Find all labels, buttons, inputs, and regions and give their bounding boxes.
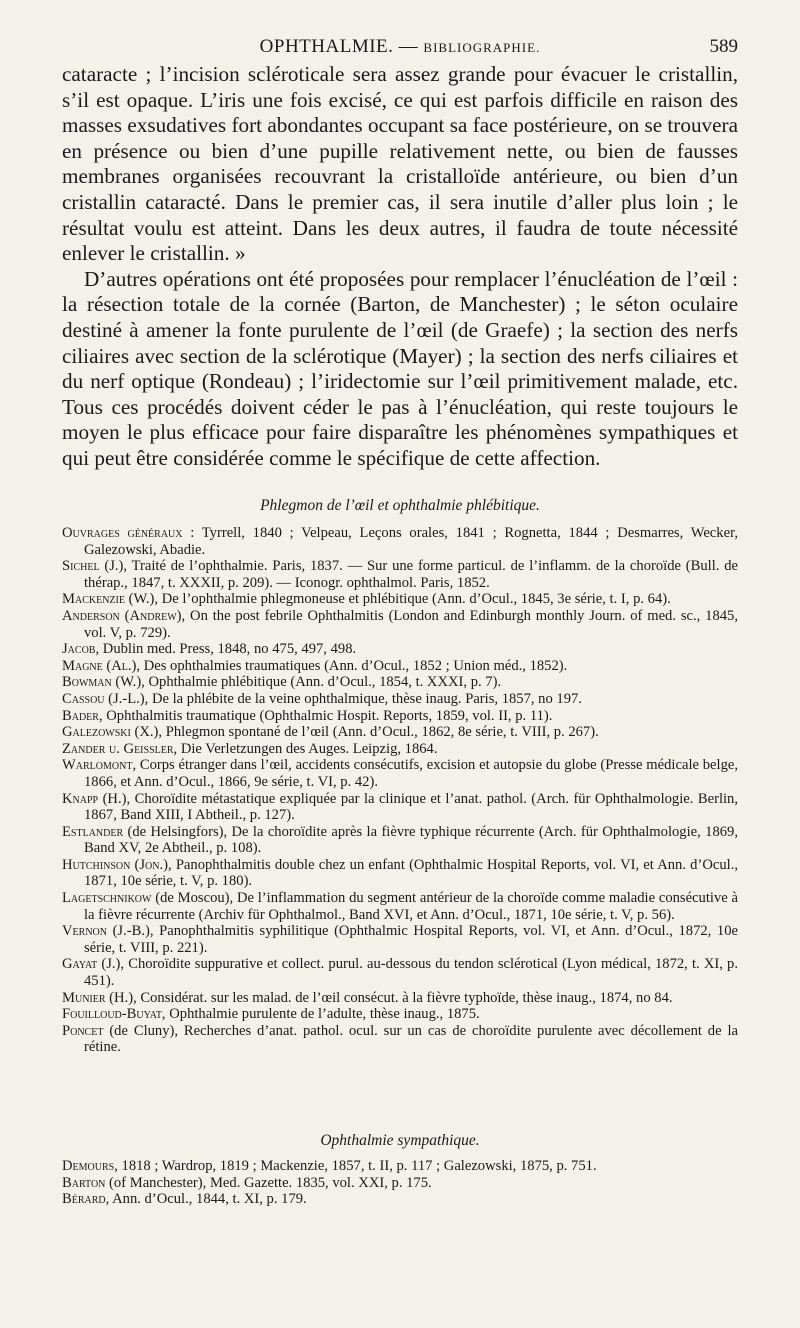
- entry-text: 1818 ; Wardrop, 1819 ; Mackenzie, 1857, t. II, p. 117 ; Galezowski, 1875, p. 751.: [117, 1158, 597, 1174]
- entry-text: Phlegmon spontané de l’œil (Ann. d’Ocul., 1862, 8e série, t. VIII, p. 267).: [162, 724, 599, 741]
- section-heading-sympathique: Ophthalmie sympathique.: [320, 1132, 480, 1149]
- entry-author: Barton: [62, 1174, 106, 1191]
- entry-text: (de Moscou), De l’inflammation du segment antérieur de la choroïde comme maladie consécutive à la fièvre récurrente (Archiv für Ophthalmol., Band XVI, et Ann. d’Ocul., 1871, 10e série, t. V, p. 56).: [84, 890, 738, 923]
- entry-author: Gayat (J.),: [62, 956, 125, 973]
- entry-text: (de Cluny), Recherches d’anat. pathol. ocul. sur un cas de choroïdite purulente avec décollement de la rétine.: [84, 1022, 738, 1056]
- entry-text: Corps étranger dans l’œil, accidents consécutifs, excision et autopsie du globe (Presse médicale belge, 1866, et Ann. d’Ocul., 1866, 9e série, t. VI, p. 42).: [84, 757, 738, 790]
- entry-text: Die Verletzungen des Auges. Leipzig, 1864.: [177, 740, 438, 757]
- entry-author: Sichel (J.),: [62, 558, 128, 575]
- entry-author: Bérard,: [62, 1191, 110, 1208]
- bibliography-entry: [62, 641, 738, 658]
- bibliography-entry: [62, 956, 738, 989]
- entry-author: Bader,: [62, 707, 103, 724]
- bibliography-entry: [62, 1006, 738, 1023]
- entry-author: Warlomont,: [62, 757, 137, 774]
- entry-author: Zander u. Geissler,: [62, 740, 178, 757]
- bibliography-entry: [62, 724, 738, 741]
- bibliography-entry: [62, 674, 738, 691]
- bibliography-entry: [62, 791, 738, 824]
- body-paragraph-2: D’autres opérations ont été proposées pour remplacer l’énucléation de l’œil : la résection totale de la cornée (Barton, de Manchester) ; le séton oculaire destiné à amener la fonte purulente de l’œil (de Graefe) ; la section des nerfs ciliaires avec section de la sclérotique (Mayer) ; la section des nerfs ciliaires et du nerf optique (Rondeau) ; l’iridectomie sur l’œil primitivement malade, etc. Tous ces procédés doivent céder le pas à l’énucléation, qui reste toujours le moyen le plus efficace pour faire disparaître les phénomènes sympathiques et qui peut être considérée comme le spécifique de cette affection.: [62, 266, 738, 470]
- entry-text: De l’ophthalmie phlegmoneuse et phlébitique (Ann. d’Ocul., 1845, 3e série, t. I, p. 64).: [158, 591, 671, 608]
- header-title: OPHTHALMIE.: [259, 36, 394, 57]
- bibliography-entry: [62, 923, 738, 956]
- entry-author: Hutchinson (Jon.),: [62, 856, 172, 873]
- bibliography-entry: [62, 857, 738, 890]
- entry-text: Choroïdite métastatique expliquée par la clinique et l’anat. pathol. (Arch. für Ophthalmologie. Berlin, 1867, Band XIII, I Abtheil., p. 127).: [84, 790, 738, 824]
- bibliography-entry: [62, 691, 738, 708]
- header-dash: —: [393, 36, 424, 57]
- bibliography-entry: [62, 824, 738, 857]
- entry-text: Ophthalmie purulente de l’adulte, thèse inaug., 1875.: [165, 1006, 480, 1023]
- header-subtitle: BIBLIOGRAPHIE.: [423, 40, 541, 55]
- bibliography-entry: [62, 1191, 738, 1208]
- entry-author: Bowman (W.),: [62, 674, 145, 691]
- entry-author: Munier (H.),: [62, 989, 137, 1006]
- entry-author: Demours,: [62, 1158, 118, 1174]
- entry-author: Jacob,: [62, 641, 100, 658]
- entry-author: Vernon (J.-B.),: [62, 923, 154, 940]
- entry-author: Ouvrages généraux :: [62, 525, 195, 541]
- bibliography-entry: [62, 591, 738, 608]
- bibliography-list-sympathique: [62, 1158, 738, 1208]
- bibliography-entry: [62, 1023, 738, 1056]
- bibliography-entry: [62, 525, 738, 558]
- bibliography-entry: [62, 1158, 738, 1175]
- entry-author: Poncet: [62, 1022, 104, 1039]
- entry-author: Magne (Al.),: [62, 657, 141, 674]
- page-number: 589: [709, 36, 738, 57]
- entry-author: Cassou (J.-L.),: [62, 690, 149, 707]
- running-header: [62, 36, 738, 58]
- bibliography-entry: [62, 990, 738, 1007]
- entry-text: Considérat. sur les malad. de l’œil consécut. à la fièvre typhoïde, thèse inaug., 1874, no 84.: [136, 989, 673, 1006]
- entry-text: Tyrrell, 1840 ; Velpeau, Leçons orales, 1841 ; Rognetta, 1844 ; Desmarres, Wecker, Galezowski, Abadie.: [84, 525, 738, 558]
- entry-text: Ophthalmie phlébitique (Ann. d’Ocul., 1854, t. XXXI, p. 7).: [144, 674, 502, 691]
- entry-author: Knapp (H.),: [62, 790, 131, 807]
- body-text: [62, 62, 738, 472]
- entry-text: Choroïdite suppurative et collect. purul. au-dessous du tendon sclérotical (Lyon médical, 1872, t. XI, p. 451).: [84, 956, 739, 990]
- entry-text: (of Manchester), Med. Gazette. 1835, vol. XXI, p. 175.: [105, 1174, 432, 1191]
- bibliography-list-phlegmon: [62, 525, 738, 1056]
- bibliography-entry: [62, 608, 738, 641]
- entry-author: Galezowski (X.),: [62, 724, 163, 741]
- bibliography-entry: [62, 757, 738, 790]
- entry-author: Lagetschnikow: [62, 890, 152, 907]
- bibliography-entry: [62, 1175, 738, 1192]
- entry-text: Ann. d’Ocul., 1844, t. XI, p. 179.: [109, 1191, 307, 1208]
- entry-text: On the post febrile Ophthalmitis (London and Edinburgh monthly Journ. of med. sc., 1845, vol. V, p. 729).: [84, 607, 738, 641]
- bibliography-entry: [62, 558, 738, 591]
- entry-text: Traité de l’ophthalmie. Paris, 1837. — Sur une forme particul. de l’inflamm. de la choroïde (Bull. de thérap., 1847, t. XXXII, p. 209). — Iconogr. ophthalmol. Paris, 1852.: [84, 558, 738, 591]
- entry-author: Mackenzie (W.),: [62, 591, 159, 608]
- entry-text: (de Helsingfors), De la choroïdite après la fièvre typhique récurrente (Arch. für Ophthalmologie, 1869, Band XV, 2e Abtheil., p. 108).: [84, 823, 738, 857]
- entry-text: Ophthalmitis traumatique (Ophthalmic Hospit. Reports, 1859, vol. II, p. 11).: [102, 707, 553, 724]
- entry-text: Panophthalmitis double chez un enfant (Ophthalmic Hospital Reports, vol. VI, et Ann. d’Ocul., 1871, 10e série, t. V, p. 180).: [84, 856, 738, 890]
- section-heading-phlegmon: Phlegmon de l’œil et ophthalmie phlébitique.: [260, 497, 540, 514]
- bibliography-entry: [62, 890, 738, 923]
- bibliography-entry: [62, 658, 738, 675]
- bibliography-entry: [62, 741, 738, 758]
- body-paragraph-1: cataracte ; l’incision scléroticale sera assez grande pour évacuer le cristallin, s’il est opaque. L’iris une fois excisé, ce qui est parfois difficile en raison des masses exsudatives fort abondantes occupant sa face postérieure, on se trouvera en présence ou bien d’une pupille relativement nette, ou bien de fausses membranes organisées recouvrant la cristalloïde antérieure, ou bien d’un cristallin cataracté. Dans le premier cas, il sera inutile d’aller plus loin ; le résultat voulu est atteint. Dans les deux autres, il faudra de toute nécessité enlever le cristallin. »: [62, 62, 738, 266]
- bibliography-entry: [62, 708, 738, 725]
- entry-author: Anderson (Andrew),: [62, 607, 186, 624]
- entry-text: Des ophthalmies traumatiques (Ann. d’Ocul., 1852 ; Union méd., 1852).: [140, 657, 568, 674]
- entry-author: Fouilloud-Buyat,: [62, 1006, 166, 1023]
- entry-text: De la phlébite de la veine ophthalmique, thèse inaug. Paris, 1857, no 197.: [148, 690, 582, 707]
- running-title: [62, 36, 738, 58]
- entry-text: Dublin med. Press, 1848, no 475, 497, 498.: [99, 641, 357, 658]
- entry-text: Panophthalmitis syphilitique (Ophthalmic Hospital Reports, vol. VI, et Ann. d’Ocul., 1872, 10e série, t. VIII, p. 221).: [84, 923, 738, 956]
- entry-author: Estlander: [62, 823, 124, 840]
